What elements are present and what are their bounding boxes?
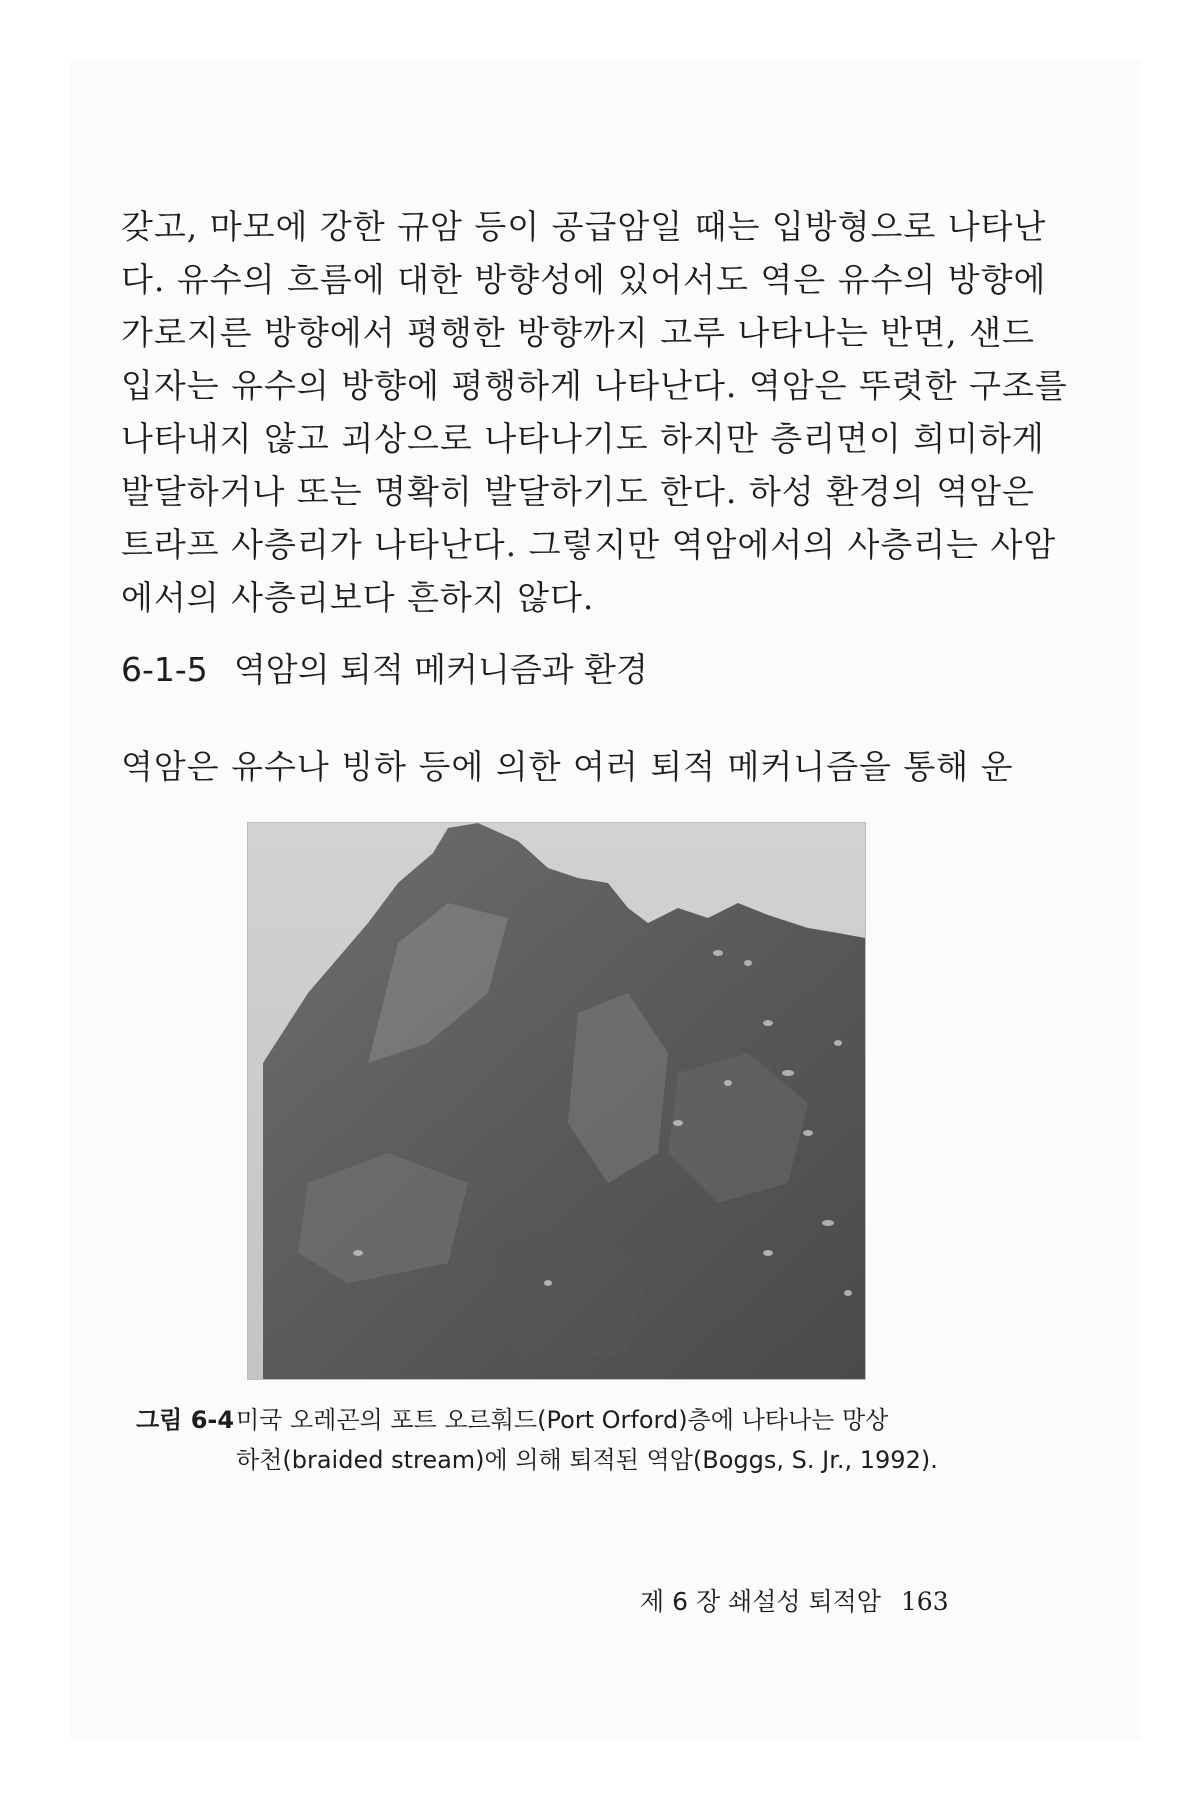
- paragraph-line: 에서의 사층리보다 흔하지 않다.: [121, 578, 595, 617]
- page-number: 163: [900, 1587, 949, 1616]
- section-title: 역암의 퇴적 메커니즘과 환경: [233, 650, 648, 689]
- section-number: 6-1-5: [121, 650, 208, 689]
- paragraph-line: 발달하거나 또는 명확히 발달하기도 한다. 하성 환경의 역암은: [121, 472, 1035, 511]
- paragraph-line: 가로지른 방향에서 평행한 방향까지 고루 나타나는 반면, 샌드: [121, 313, 1035, 352]
- figure-label: 그림 6-4: [136, 1406, 235, 1434]
- body-paragraph: [121, 200, 1068, 624]
- section-heading: [121, 645, 648, 695]
- paragraph-line: 입자는 유수의 방향에 평행하게 나타난다. 역암은 뚜렷한 구조를: [121, 366, 1068, 405]
- section-lead-line: 역암은 유수나 빙하 등에 의한 여러 퇴적 메커니즘을 통해 운: [121, 747, 1014, 786]
- page-footer: [640, 1582, 949, 1618]
- caption-line: 미국 오레곤의 포트 오르훠드(Port Orford)층에 나타나는 망상: [236, 1406, 889, 1434]
- photo-illustration: [248, 823, 865, 1379]
- paragraph-line: 트라프 사층리가 나타난다. 그렇지만 역암에서의 사층리는 사암: [121, 525, 1057, 564]
- chapter-title: 제 6 장 쇄설성 퇴적암: [640, 1587, 881, 1616]
- figure-caption: [136, 1400, 986, 1480]
- caption-line: 하천(braided stream)에 의해 퇴적된 역암(Boggs, S. Jr., 1992).: [236, 1446, 938, 1474]
- paragraph-line: 나타내지 않고 괴상으로 나타나기도 하지만 층리면이 희미하게: [121, 419, 1045, 458]
- conglomerate-outcrop-photo: [247, 822, 866, 1380]
- paragraph-line: 다. 유수의 흐름에 대한 방향성에 있어서도 역은 유수의 방향에: [121, 260, 1047, 299]
- paragraph-line: 갖고, 마모에 강한 규암 등이 공급암일 때는 입방형으로 나타난: [121, 207, 1047, 246]
